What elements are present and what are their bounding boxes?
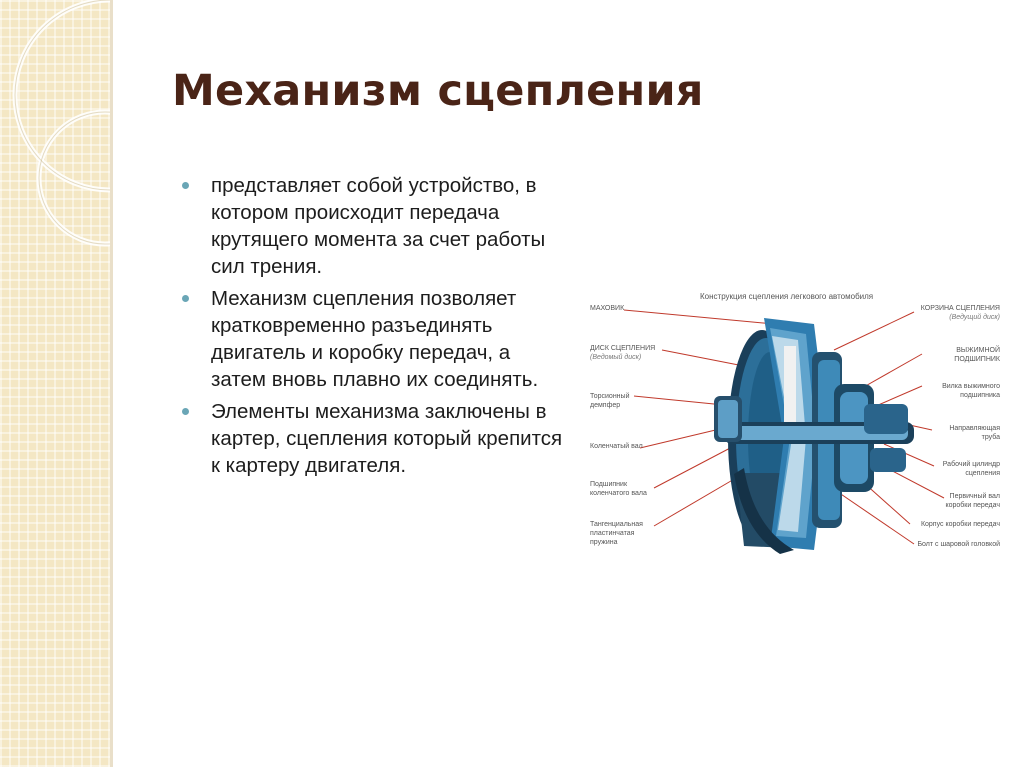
label-text: МАХОВИК [590,305,625,312]
clutch-diagram [584,288,1004,558]
bullet-list [180,172,570,484]
bullet-dot-icon [182,295,189,302]
label-gearbox-housing [921,520,1000,529]
label-clutch-disc [590,344,655,362]
diagram-caption: Конструкция сцепления легкового автомобиля [700,292,874,301]
label-text: Болт с шаровой головкой [917,541,1000,548]
label-text: ВЫЖИМНОЙ [956,347,1000,354]
label-text: Тангенциальная [590,521,643,528]
label-input-shaft [945,492,1000,510]
label-damper [590,392,630,410]
label-ball-bolt [917,540,1000,549]
label-text: Коленчатый вал [590,443,643,450]
bullet-text: представляет собой устройство, в котором происходит передача крутящего момента за счет работы сил трения. [211,174,546,278]
label-slave-cylinder [943,460,1000,478]
label-subtext: (Ведущий диск) [949,314,1000,321]
decorative-side-strip [0,0,113,767]
label-subtext: коробки передач [945,502,1000,509]
label-subtext: демпфер [590,402,621,409]
label-text: ДИСК СЦЕПЛЕНИЯ [590,345,656,352]
clutch-assembly [714,318,914,554]
clutch-illustration [584,288,1004,558]
label-guide-tube [949,424,1000,442]
label-text: Подшипник [590,481,628,488]
label-pressure-plate [921,304,1000,322]
label-text: КОРЗИНА СЦЕПЛЕНИЯ [920,305,1000,312]
label-text: Первичный вал [949,493,1000,500]
label-subtext: подшипника [960,392,1000,399]
label-text: Вилка выжимного [942,383,1000,390]
label-text: Торсионный [590,393,630,400]
label-crank-bearing [590,480,647,498]
label-subtext: сцепления [965,470,1000,477]
label-release-bearing [954,346,1000,364]
bullet-dot-icon [182,408,189,415]
label-subtext: ПОДШИПНИК [954,356,1000,363]
label-leaf-spring [590,520,660,547]
label-flywheel [590,304,624,313]
label-crankshaft [590,442,643,451]
slide-title: Механизм сцепления [172,66,704,116]
label-release-fork [942,382,1000,400]
label-text: Корпус коробки передач [920,521,1000,528]
bullet-text: Элементы механизма заключены в картер, сцепления который крепится к картеру двигателя. [211,400,563,477]
bullet-text: Механизм сцепления позволяет кратковременно разъединять двигатель и коробку передач, а затем вновь плавно их соединять. [211,287,539,391]
label-text: Направляющая [949,425,1000,432]
bullet-item [180,285,570,393]
label-text: Рабочий цилиндр [942,461,1000,468]
label-subtext: (Ведомый диск) [590,354,642,361]
bullet-item [180,172,570,280]
bullet-item [180,398,570,479]
label-subtext: коленчатого вала [590,490,647,497]
label-subtext: пластинчатая пружина [590,530,635,546]
bullet-dot-icon [182,182,189,189]
label-subtext: труба [981,434,1000,441]
decorative-rings [0,0,110,767]
